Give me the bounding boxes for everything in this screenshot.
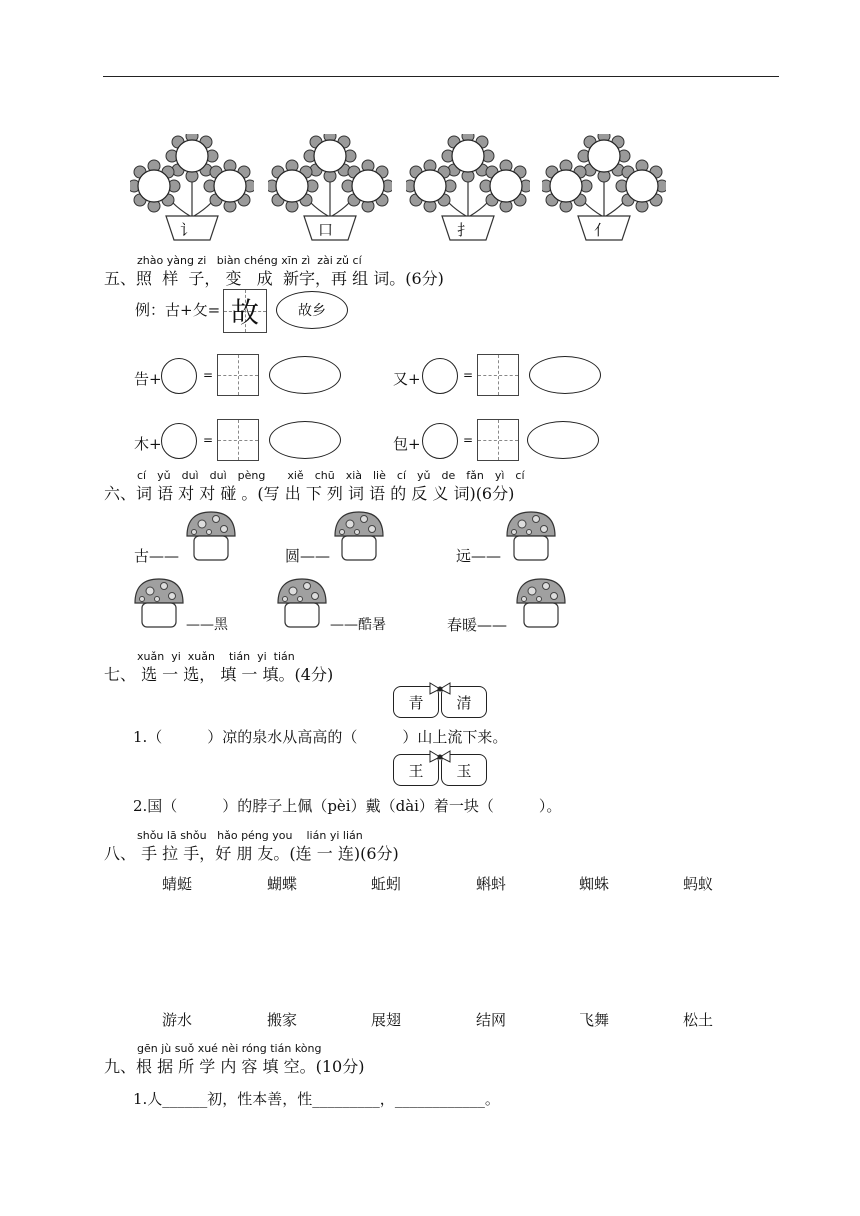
pot-radical-1: 讠 [180, 221, 196, 239]
example-char-box: 故 [223, 289, 267, 333]
action-word[interactable]: 飞舞 [579, 1011, 610, 1029]
section-5-title: 五、照 样 子， 变 成 新字，再 组 词。(6分) [104, 269, 444, 288]
equals-sign: = [203, 368, 214, 382]
pot-radical-3: 扌 [457, 221, 473, 239]
answer-circle[interactable] [422, 423, 458, 459]
answer-word-oval[interactable] [527, 421, 599, 459]
insect-word[interactable]: 蝴蝶 [267, 875, 298, 893]
action-word[interactable]: 结网 [476, 1011, 507, 1029]
answer-char-box[interactable] [477, 419, 519, 461]
antonym-hei: ——黑 [186, 617, 228, 633]
mushroom-answer[interactable] [502, 508, 560, 562]
answer-circle[interactable] [161, 358, 197, 394]
answer-circle[interactable] [422, 358, 458, 394]
pot-radical-4: 亻 [594, 221, 610, 239]
antonym-yuan-far: 远—— [456, 547, 502, 565]
answer-word-oval[interactable] [529, 356, 601, 394]
example-label: 例：古+攵= [135, 301, 221, 319]
mushroom-answer[interactable] [330, 508, 388, 562]
section-6-title: 六、词 语 对 对 碰 。(写 出 下 列 词 语 的 反 义 词)(6分) [104, 484, 515, 503]
antonym-gu: 古—— [134, 547, 180, 565]
choice-pair-1 [393, 686, 489, 716]
choice-pair-2 [393, 754, 489, 784]
action-word[interactable]: 展翅 [371, 1011, 402, 1029]
choice-option[interactable]: 青 [393, 686, 439, 718]
pinyin-line-8: shǒu lā shǒu hǎo péng you lián yi lián [137, 829, 363, 842]
insect-word[interactable]: 蜻蜓 [162, 875, 193, 893]
section-7-title: 七、 选 一 选， 填 一 填。(4分) [104, 665, 334, 684]
header-rule [103, 76, 779, 77]
antonym-chunnuan: 春暖—— [447, 616, 508, 634]
antonym-kushu: ——酷暑 [330, 617, 386, 633]
section-9-title: 九、根 据 所 学 内 容 填 空。(10分) [104, 1057, 365, 1076]
equals-sign: = [203, 433, 214, 447]
mushroom-answer[interactable] [130, 575, 188, 629]
answer-word-oval[interactable] [269, 421, 341, 459]
insect-word[interactable]: 蚂蚁 [683, 875, 714, 893]
pot-radical-2: 口 [318, 221, 334, 239]
answer-char-box[interactable] [217, 419, 259, 461]
insect-word[interactable]: 蚯蚓 [371, 875, 402, 893]
antonym-yuan: 圆—— [285, 547, 331, 565]
action-word[interactable]: 松土 [683, 1011, 714, 1029]
action-word[interactable]: 游水 [162, 1011, 193, 1029]
item-you-label: 又+ [393, 370, 421, 388]
mushroom-answer[interactable] [512, 575, 570, 629]
action-word[interactable]: 搬家 [267, 1011, 298, 1029]
choice-option[interactable]: 清 [441, 686, 487, 718]
choice-option[interactable]: 王 [393, 754, 439, 786]
insect-word[interactable]: 蝌蚪 [476, 875, 507, 893]
pinyin-line-6: cí yǔ duì duì pèng xiě chū xià liè cí yǔ de fǎn yì cí [137, 469, 525, 482]
insect-word[interactable]: 蜘蛛 [579, 875, 610, 893]
mushroom-answer[interactable] [273, 575, 331, 629]
answer-char-box[interactable] [217, 354, 259, 396]
item-gao-label: 告+ [134, 370, 162, 388]
pinyin-line-5: zhào yàng zi biàn chéng xīn zì zài zǔ cí [137, 254, 362, 267]
fill-sentence-2: 2.国（ ）的脖子上佩（pèi）戴（dài）着一块（ ）。 [133, 797, 562, 815]
fill-sentence-1: 1.（ ）凉的泉水从高高的（ ）山上流下来。 [133, 728, 508, 746]
item-bao-label: 包+ [393, 435, 421, 453]
pinyin-line-9: gēn jù suǒ xué nèi róng tián kòng [137, 1042, 322, 1055]
bow-icon [427, 682, 453, 696]
answer-circle[interactable] [161, 423, 197, 459]
example-word-oval: 故乡 [276, 291, 348, 329]
answer-word-oval[interactable] [269, 356, 341, 394]
equals-sign: = [463, 368, 474, 382]
section-8-title: 八、 手 拉 手，好 朋 友。(连 一 连)(6分) [104, 844, 399, 863]
bow-icon [427, 750, 453, 764]
fill-blank-line-1[interactable]: 1.人______初，性本善，性_________，____________。 [133, 1090, 500, 1108]
item-mu-label: 木+ [134, 435, 162, 453]
choice-option[interactable]: 玉 [441, 754, 487, 786]
answer-char-box[interactable] [477, 354, 519, 396]
equals-sign: = [463, 433, 474, 447]
mushroom-answer[interactable] [182, 508, 240, 562]
pinyin-line-7: xuǎn yi xuǎn tián yi tián [137, 650, 295, 663]
